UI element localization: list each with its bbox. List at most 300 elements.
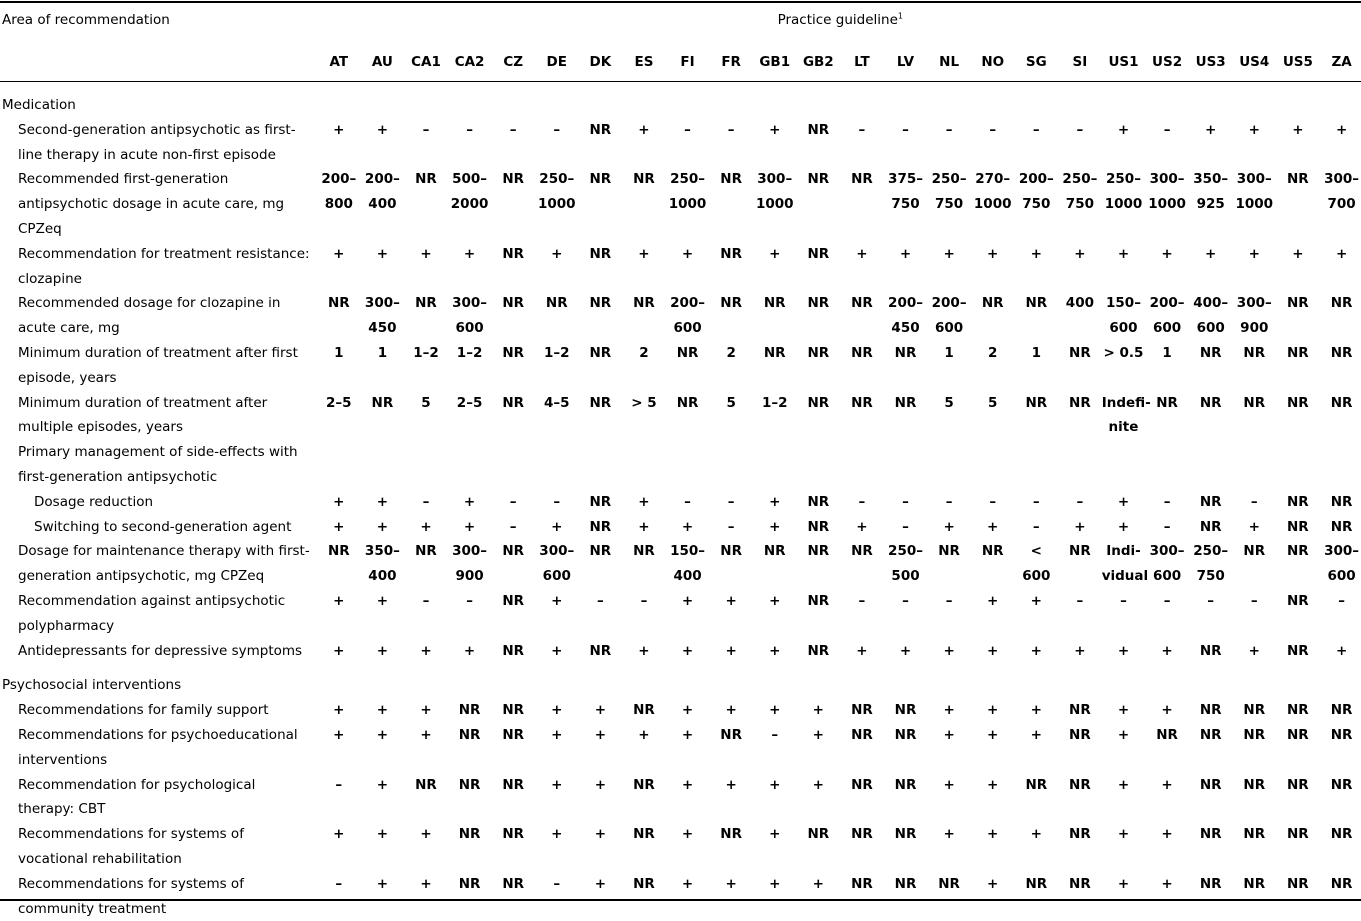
value-cell-fr: +: [725, 776, 737, 793]
value-cell-fi: +: [681, 642, 694, 659]
value-cell-gb1: –: [771, 726, 779, 743]
value-cell-fi: +: [681, 776, 694, 793]
column-header-row: [0, 40, 1361, 84]
value-cell-dk: NR: [589, 295, 612, 312]
value-cell-za: +: [1335, 245, 1348, 262]
value-cell-us5: NR: [1287, 493, 1309, 510]
value-cell-gb2: NR: [807, 826, 830, 843]
value-cell-fi: –: [684, 493, 691, 510]
value-cell-de: –: [553, 493, 561, 510]
value-cell-nl: 1: [944, 344, 954, 361]
value-cell-cz: NR: [502, 394, 525, 411]
value-cell-us4: NR: [1243, 702, 1266, 719]
value-cell-za: NR: [1330, 518, 1353, 535]
value-cell-fr: NR: [720, 826, 742, 843]
value-cell-za: 300–700: [1324, 171, 1360, 213]
column-header-fr: FR: [721, 53, 741, 70]
value-cell-no: +: [987, 726, 999, 743]
value-cell-gb2: NR: [807, 394, 830, 411]
value-cell-sg: 200–750: [1018, 171, 1054, 213]
value-cell-fi: +: [681, 726, 694, 743]
value-cell-lv: NR: [894, 394, 917, 411]
value-cell-ca1: NR: [415, 543, 437, 560]
value-cell-at: NR: [327, 543, 350, 560]
value-cell-es: NR: [633, 171, 655, 188]
value-cell-za: +: [1335, 642, 1348, 659]
value-cell-lt: NR: [851, 344, 873, 361]
value-cell-lv: NR: [894, 726, 917, 743]
column-header-lt: LT: [854, 53, 870, 70]
value-cell-gb2: NR: [807, 295, 830, 312]
value-cell-no: +: [987, 875, 999, 892]
value-cell-za: NR: [1330, 493, 1353, 510]
value-cell-nl: 5: [944, 394, 954, 411]
empty-cell: [971, 440, 1015, 490]
empty-cell: [404, 440, 448, 490]
row-label: Recommendations for psychoeducational interventions: [18, 726, 298, 768]
value-cell-cz: NR: [502, 543, 525, 560]
column-header-lv: LV: [896, 53, 915, 70]
value-cell-us4: –: [1250, 493, 1258, 510]
row-label: Recommended dosage for clozapine in acute care, mg: [18, 295, 281, 337]
value-cell-gb1: 1–2: [761, 394, 788, 411]
value-cell-cz: NR: [502, 875, 525, 892]
column-header-es: ES: [634, 53, 654, 70]
value-cell-dk: –: [596, 592, 604, 609]
value-cell-es: +: [638, 726, 650, 743]
value-cell-za: NR: [1330, 702, 1353, 719]
value-cell-at: 2–5: [326, 394, 352, 411]
value-cell-dk: NR: [589, 344, 612, 361]
section-row: [0, 663, 1361, 698]
value-cell-ca2: +: [463, 518, 476, 535]
value-cell-dk: NR: [589, 121, 612, 138]
value-cell-lt: NR: [851, 171, 873, 188]
value-cell-fi: +: [681, 245, 694, 262]
value-cell-us4: NR: [1243, 394, 1266, 411]
value-cell-no: NR: [981, 543, 1004, 560]
value-cell-cz: NR: [502, 245, 525, 262]
value-cell-at: –: [335, 875, 343, 892]
value-cell-ca1: –: [422, 493, 430, 510]
value-cell-nl: +: [943, 702, 955, 719]
row-label: Recommendation for treatment resistance: clozapine: [18, 245, 310, 287]
value-cell-sg: +: [1030, 245, 1042, 262]
value-cell-ca1: 5: [421, 394, 431, 411]
value-cell-us2: –: [1163, 592, 1171, 609]
value-cell-cz: NR: [502, 592, 525, 609]
value-cell-us3: 350–925: [1193, 171, 1229, 213]
column-header-au: AU: [371, 53, 393, 70]
value-cell-no: 270–1000: [973, 171, 1012, 213]
value-cell-gb2: NR: [807, 493, 830, 510]
row-label: Minimum duration of treatment after multiple episodes, years: [18, 394, 268, 436]
row-label: Antidepressants for depressive symptoms: [18, 642, 303, 659]
value-cell-us1: +: [1117, 726, 1130, 743]
value-cell-us3: NR: [1199, 394, 1222, 411]
value-cell-us4: NR: [1243, 543, 1266, 560]
value-cell-fr: NR: [720, 543, 742, 560]
value-cell-ca1: NR: [415, 295, 437, 312]
value-cell-cz: NR: [502, 642, 525, 659]
value-cell-fr: +: [725, 875, 737, 892]
table-row: [0, 242, 1361, 292]
value-cell-au: +: [376, 642, 389, 659]
value-cell-fr: –: [727, 121, 735, 138]
value-cell-cz: NR: [502, 344, 525, 361]
column-header-us3: US3: [1195, 53, 1226, 70]
value-cell-gb2: NR: [807, 642, 830, 659]
table-row: [0, 589, 1361, 639]
empty-header-cell: [0, 40, 317, 84]
value-cell-ca2: NR: [458, 826, 481, 843]
value-cell-gb1: +: [769, 121, 781, 138]
value-cell-gb1: +: [769, 776, 781, 793]
value-cell-si: NR: [1069, 344, 1091, 361]
value-cell-cz: NR: [502, 702, 525, 719]
value-cell-cz: NR: [502, 171, 525, 188]
table-row: [0, 391, 1361, 441]
value-cell-lt: NR: [851, 726, 873, 743]
value-cell-ca2: –: [466, 121, 473, 138]
value-cell-at: +: [333, 121, 345, 138]
value-cell-gb1: +: [769, 826, 781, 843]
value-cell-si: NR: [1069, 702, 1091, 719]
value-cell-at: +: [333, 642, 345, 659]
value-cell-au: NR: [371, 394, 394, 411]
value-cell-dk: +: [594, 726, 607, 743]
value-cell-us5: NR: [1287, 543, 1309, 560]
value-cell-si: NR: [1069, 826, 1091, 843]
value-cell-za: NR: [1330, 295, 1353, 312]
value-cell-au: +: [376, 592, 389, 609]
value-cell-gb1: 300–1000: [755, 171, 794, 213]
value-cell-at: NR: [327, 295, 350, 312]
column-header-no: NO: [981, 53, 1005, 70]
column-header-fi: FI: [680, 53, 695, 70]
value-cell-us2: +: [1161, 245, 1173, 262]
empty-cell: [927, 440, 971, 490]
value-cell-nl: +: [943, 518, 955, 535]
value-cell-cz: NR: [502, 726, 525, 743]
value-cell-sg: +: [1030, 702, 1042, 719]
value-cell-lt: –: [858, 493, 866, 510]
table-row: [0, 341, 1361, 391]
empty-cell: [1145, 440, 1189, 490]
value-cell-au: +: [376, 776, 389, 793]
value-cell-fr: NR: [720, 171, 742, 188]
value-cell-si: –: [1076, 493, 1084, 510]
value-cell-za: 300–600: [1324, 543, 1360, 585]
table-row: [0, 440, 1361, 490]
value-cell-us3: NR: [1199, 875, 1222, 892]
value-cell-dk: +: [594, 826, 607, 843]
value-cell-sg: 1: [1031, 344, 1041, 361]
value-cell-us4: 300–1000: [1235, 171, 1274, 213]
empty-cell: [361, 440, 405, 490]
row-label: Recommended first-generation antipsychotic dosage in acute care, mg CPZeq: [18, 171, 285, 237]
value-cell-us4: NR: [1243, 875, 1266, 892]
column-header-cz: CZ: [503, 53, 524, 70]
value-cell-za: NR: [1330, 726, 1353, 743]
value-cell-de: –: [553, 121, 561, 138]
value-cell-no: +: [987, 776, 999, 793]
value-cell-ca1: +: [420, 642, 432, 659]
footnote-mark: 1: [897, 11, 903, 21]
value-cell-ca2: NR: [458, 776, 481, 793]
empty-cell: [666, 440, 710, 490]
empty-cell: [1102, 440, 1146, 490]
row-label: Primary management of side-effects with first-generation antipsychotic: [18, 444, 298, 485]
value-cell-au: +: [376, 826, 389, 843]
value-cell-fr: NR: [720, 726, 742, 743]
value-cell-us3: NR: [1199, 726, 1222, 743]
practice-guideline-label: Practice guideline: [777, 11, 898, 28]
empty-cell: [709, 440, 753, 490]
value-cell-ca2: NR: [458, 702, 481, 719]
value-cell-si: 400: [1065, 295, 1094, 312]
empty-cell: [535, 440, 579, 490]
column-header-dk: DK: [589, 53, 612, 70]
value-cell-nl: NR: [938, 875, 960, 892]
value-cell-gb1: NR: [763, 295, 786, 312]
value-cell-us4: 300–900: [1236, 295, 1272, 337]
value-cell-us2: 200–600: [1149, 295, 1185, 337]
value-cell-nl: NR: [938, 543, 960, 560]
value-cell-fr: –: [727, 493, 735, 510]
value-cell-us5: NR: [1287, 776, 1309, 793]
column-header-za: ZA: [1331, 53, 1352, 70]
value-cell-ca2: +: [463, 493, 476, 510]
value-cell-at: +: [333, 826, 345, 843]
value-cell-us4: NR: [1243, 344, 1266, 361]
value-cell-gb1: +: [769, 493, 781, 510]
empty-cell: [317, 440, 361, 490]
value-cell-ca1: 1–2: [413, 344, 439, 361]
value-cell-sg: +: [1030, 592, 1042, 609]
value-cell-si: NR: [1069, 543, 1091, 560]
value-cell-fi: +: [681, 826, 694, 843]
column-header-us1: US1: [1108, 53, 1139, 70]
value-cell-us4: +: [1248, 121, 1260, 138]
table-row: [0, 698, 1361, 723]
value-cell-us2: +: [1161, 826, 1173, 843]
value-cell-ca1: –: [422, 592, 430, 609]
value-cell-us3: NR: [1199, 344, 1222, 361]
value-cell-au: +: [376, 245, 389, 262]
value-cell-ca2: 1–2: [456, 344, 483, 361]
value-cell-us5: NR: [1287, 826, 1309, 843]
value-cell-gb1: +: [769, 592, 781, 609]
value-cell-ca2: 500–2000: [450, 171, 489, 213]
value-cell-gb2: +: [812, 726, 824, 743]
value-cell-gb1: +: [769, 875, 781, 892]
empty-cell: [1058, 440, 1102, 490]
value-cell-sg: –: [1032, 518, 1040, 535]
value-cell-dk: +: [594, 702, 607, 719]
value-cell-us3: NR: [1199, 642, 1222, 659]
value-cell-dk: NR: [589, 642, 612, 659]
value-cell-si: +: [1074, 642, 1086, 659]
value-cell-au: 200–400: [364, 171, 400, 213]
value-cell-cz: NR: [502, 295, 525, 312]
value-cell-fr: NR: [720, 295, 742, 312]
value-cell-us1: 250–1000: [1104, 171, 1143, 213]
value-cell-nl: –: [945, 121, 953, 138]
value-cell-ca2: NR: [458, 875, 481, 892]
empty-cell: [622, 440, 666, 490]
value-cell-us5: +: [1292, 121, 1304, 138]
value-cell-si: NR: [1069, 394, 1091, 411]
value-cell-no: 2: [988, 344, 998, 361]
value-cell-us1: –: [1120, 592, 1127, 609]
value-cell-es: NR: [633, 776, 655, 793]
value-cell-us4: +: [1248, 245, 1260, 262]
column-header-gb1: GB1: [759, 53, 791, 70]
value-cell-si: NR: [1069, 875, 1091, 892]
value-cell-ca2: 300–900: [452, 543, 488, 585]
value-cell-gb1: +: [769, 245, 781, 262]
value-cell-us2: NR: [1156, 726, 1178, 743]
value-cell-gb2: NR: [807, 171, 830, 188]
value-cell-fr: –: [727, 518, 735, 535]
value-cell-us1: > 0.5: [1103, 344, 1144, 361]
value-cell-cz: –: [509, 493, 517, 510]
value-cell-fi: +: [681, 518, 694, 535]
value-cell-ca2: NR: [458, 726, 481, 743]
value-cell-ca1: +: [420, 826, 432, 843]
value-cell-za: NR: [1330, 826, 1353, 843]
value-cell-de: +: [551, 776, 563, 793]
value-cell-de: 4–5: [543, 394, 570, 411]
value-cell-us1: +: [1117, 518, 1130, 535]
column-header-gb2: GB2: [802, 53, 834, 70]
value-cell-sg: –: [1032, 121, 1040, 138]
empty-cell: [753, 440, 797, 490]
value-cell-dk: NR: [589, 245, 612, 262]
section-row: [0, 84, 1361, 118]
value-cell-sg: +: [1030, 642, 1042, 659]
value-cell-es: +: [638, 518, 650, 535]
value-cell-nl: –: [945, 592, 953, 609]
value-cell-lv: 200–450: [888, 295, 923, 337]
area-of-recommendation-header: Area of recommendation: [2, 11, 170, 28]
value-cell-gb1: +: [769, 702, 781, 719]
value-cell-de: +: [551, 245, 563, 262]
value-cell-sg: NR: [1025, 394, 1048, 411]
value-cell-fr: +: [725, 702, 737, 719]
value-cell-lt: NR: [851, 543, 873, 560]
row-label: Recommendations for systems of vocational rehabilitation: [18, 826, 244, 867]
value-cell-nl: +: [943, 245, 955, 262]
value-cell-cz: NR: [502, 776, 525, 793]
value-cell-at: +: [333, 702, 345, 719]
empty-cell: [579, 440, 623, 490]
value-cell-no: +: [987, 826, 999, 843]
value-cell-au: +: [376, 121, 389, 138]
column-header-ca2: CA2: [454, 53, 485, 70]
value-cell-us2: +: [1161, 642, 1173, 659]
table-row: [0, 539, 1361, 589]
value-cell-de: +: [551, 518, 563, 535]
value-cell-cz: –: [509, 121, 517, 138]
value-cell-de: 250–1000: [537, 171, 576, 213]
value-cell-us5: NR: [1287, 702, 1309, 719]
value-cell-lt: +: [856, 518, 868, 535]
table-row: [0, 515, 1361, 540]
value-cell-at: +: [333, 493, 345, 510]
row-label: Switching to second-generation agent: [34, 518, 292, 535]
value-cell-at: +: [333, 592, 345, 609]
empty-cell: [1276, 440, 1320, 490]
value-cell-de: +: [551, 642, 563, 659]
value-cell-lt: NR: [851, 394, 873, 411]
value-cell-si: +: [1074, 518, 1086, 535]
value-cell-us4: NR: [1243, 826, 1266, 843]
value-cell-fr: +: [725, 592, 737, 609]
value-cell-es: > 5: [631, 394, 657, 411]
value-cell-us5: NR: [1287, 642, 1309, 659]
value-cell-ca1: +: [420, 702, 432, 719]
value-cell-us3: 400–600: [1193, 295, 1229, 337]
empty-cell: [1320, 440, 1361, 490]
value-cell-gb2: NR: [807, 245, 830, 262]
value-cell-cz: –: [509, 518, 517, 535]
value-cell-lv: 250–500: [888, 543, 923, 585]
value-cell-gb1: +: [769, 518, 781, 535]
value-cell-es: NR: [633, 543, 655, 560]
value-cell-us3: +: [1205, 245, 1217, 262]
value-cell-si: 250–750: [1062, 171, 1098, 213]
value-cell-za: –: [1338, 592, 1345, 609]
value-cell-fr: 2: [726, 344, 736, 361]
column-header-sg: SG: [1025, 53, 1047, 70]
column-header-us5: US5: [1282, 53, 1313, 70]
table-row: [0, 639, 1361, 664]
empty-cell: [797, 440, 841, 490]
row-label: Recommendation for psychological therapy: CBT: [18, 776, 256, 818]
value-cell-us2: +: [1161, 776, 1173, 793]
value-cell-dk: NR: [589, 171, 612, 188]
value-cell-si: +: [1074, 245, 1086, 262]
value-cell-nl: +: [943, 776, 955, 793]
value-cell-lt: NR: [851, 702, 873, 719]
value-cell-si: NR: [1069, 726, 1091, 743]
value-cell-us4: +: [1248, 642, 1260, 659]
value-cell-fi: 250–1000: [668, 171, 707, 213]
value-cell-at: +: [333, 245, 345, 262]
value-cell-dk: +: [594, 875, 607, 892]
value-cell-at: –: [335, 776, 343, 793]
row-label: Minimum duration of treatment after first episode, years: [18, 344, 298, 386]
empty-cell: [491, 440, 535, 490]
value-cell-fr: NR: [720, 245, 742, 262]
value-cell-sg: < 600: [1022, 543, 1051, 585]
value-cell-no: –: [989, 121, 997, 138]
row-label: Dosage for maintenance therapy with first-generation antipsychotic, mg CPZeq: [18, 543, 310, 585]
value-cell-at: 200–800: [321, 171, 357, 213]
value-cell-dk: NR: [589, 518, 612, 535]
table-row: [0, 291, 1361, 341]
value-cell-lv: –: [902, 493, 909, 510]
value-cell-ca2: 2–5: [456, 394, 483, 411]
value-cell-dk: NR: [589, 493, 612, 510]
value-cell-dk: NR: [589, 394, 612, 411]
value-cell-us1: +: [1117, 826, 1130, 843]
value-cell-es: NR: [633, 702, 655, 719]
value-cell-sg: –: [1032, 493, 1040, 510]
value-cell-us1: 150–600: [1106, 295, 1141, 337]
